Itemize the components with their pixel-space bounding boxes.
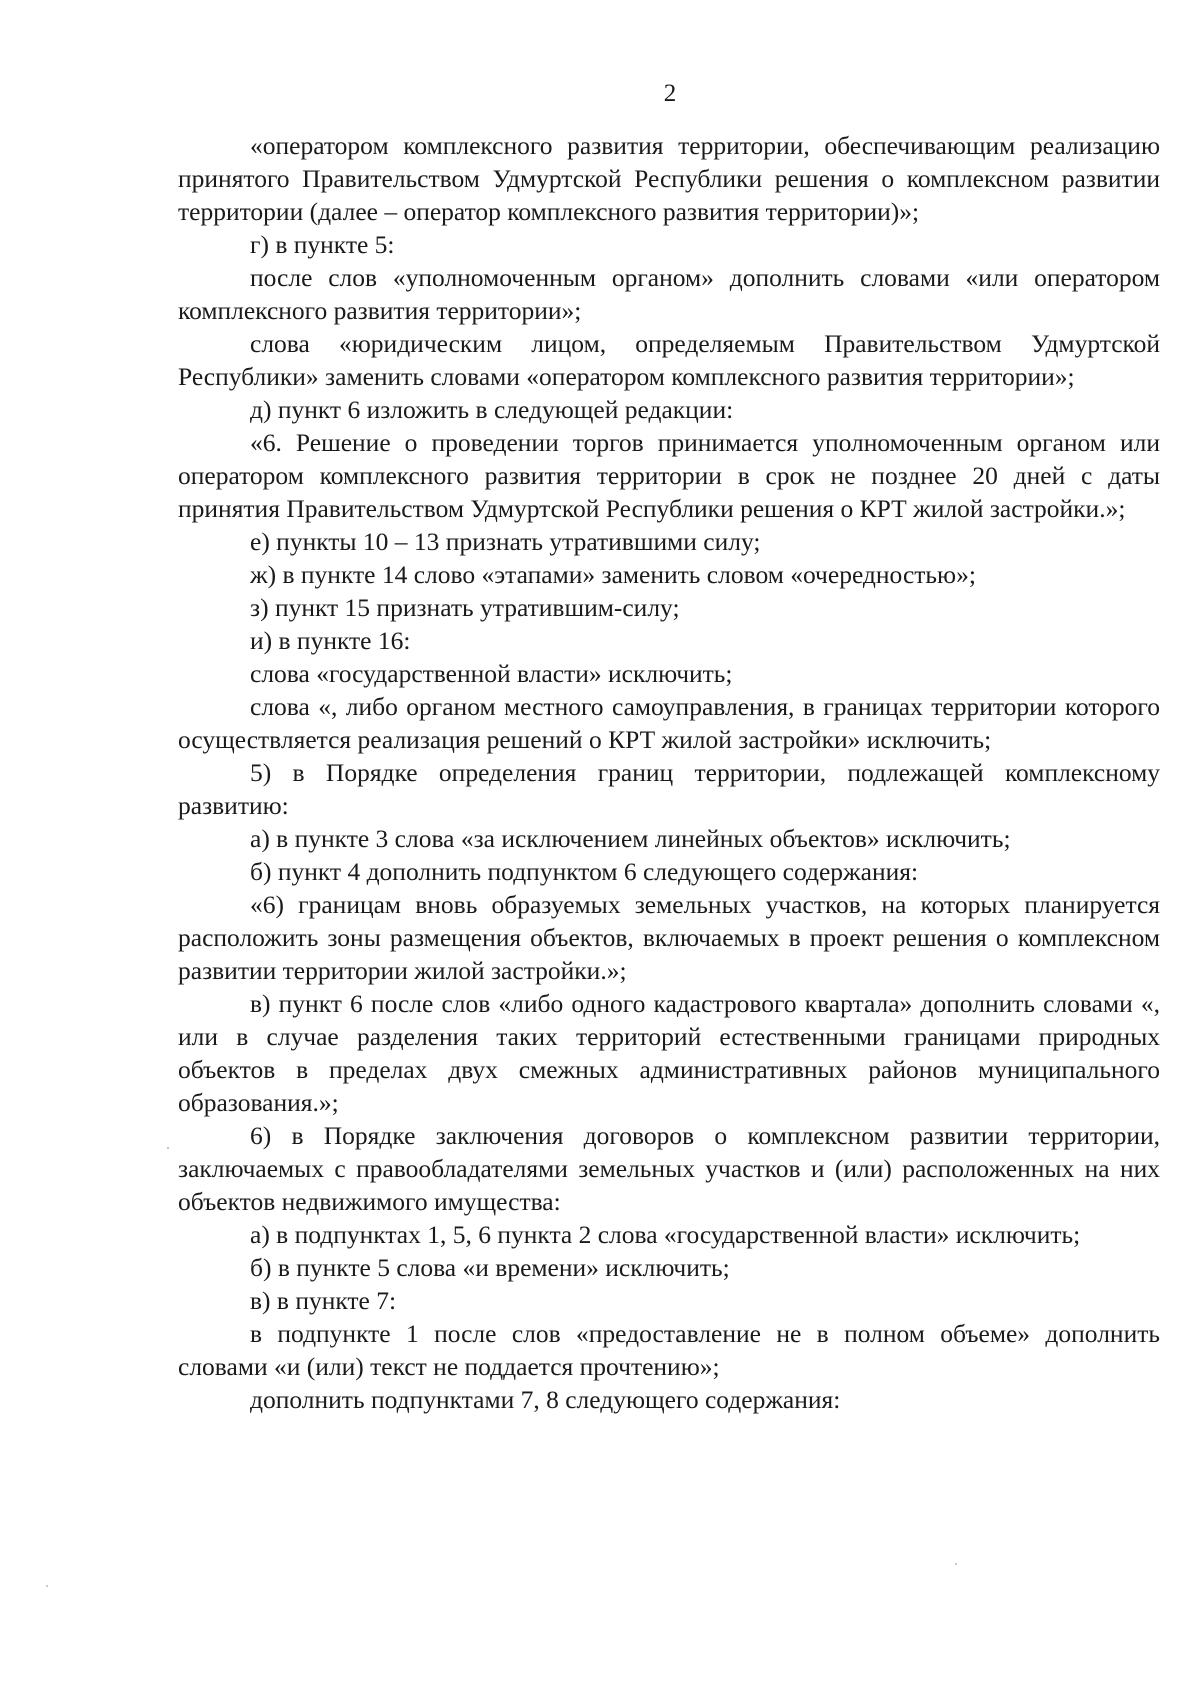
paragraph: г) в пункте 5:: [250, 230, 395, 259]
scan-artifact: [46, 1585, 48, 1587]
paragraph: слова «юридическим лицом, определяемым Правительством Удмуртской Республики» заменить словами «оператором комплексного развития территории»;: [178, 329, 1160, 391]
paragraph: дополнить подпунктами 7, 8 следующего содержания:: [250, 1385, 841, 1414]
paragraph: слова «государственной власти» исключить;: [250, 659, 733, 688]
paragraph: д) пункт 6 изложить в следующей редакции:: [250, 395, 734, 424]
paragraph: «6. Решение о проведении торгов принимается уполномоченным органом или оператором комплексного развития территории в срок не позднее 20 дней с даты принятия Правительством Удмуртской Республики решения о КРТ жилой застройки.»;: [178, 428, 1160, 523]
paragraph: «оператором комплексного развития территории, обеспечивающим реализацию принятого Правительством Удмуртской Республики решения о комплексном развитии территории (далее – оператор комплексного развития территории)»;: [178, 131, 1160, 226]
paragraph: ж) в пункте 14 слово «этапами» заменить словом «очередностью»;: [250, 560, 976, 589]
paragraph: слова «, либо органом местного самоуправления, в границах территории которого осуществляется реализация решений о КРТ жилой застройки» исключить;: [178, 692, 1160, 754]
paragraph: а) в пункте 3 слова «за исключением линейных объектов» исключить;: [250, 824, 1011, 853]
paragraph: б) пункт 4 дополнить подпунктом 6 следующего содержания:: [250, 857, 919, 886]
paragraph: после слов «уполномоченным органом» дополнить словами «или оператором комплексного развития территории»;: [178, 263, 1160, 325]
scan-artifact: [167, 1147, 169, 1149]
paragraph: е) пункты 10 – 13 признать утратившими силу;: [250, 527, 761, 556]
paragraph: а) в подпунктах 1, 5, 6 пункта 2 слова «государственной власти» исключить;: [250, 1220, 1081, 1249]
paragraph: и) в пункте 16:: [250, 626, 411, 655]
paragraph: в) пункт 6 после слов «либо одного кадастрового квартала» дополнить словами «, или в случае разделения таких территорий естественными границами природных объектов в пределах двух смежных административных районов муниципального образования.»;: [178, 989, 1160, 1117]
document-body: [178, 129, 1160, 1416]
paragraph: 6) в Порядке заключения договоров о комплексном развитии территории, заключаемых с правообладателями земельных участков и (или) расположенных на них объектов недвижимого имущества:: [178, 1121, 1160, 1216]
paragraph: в подпункте 1 после слов «предоставление не в полном объеме» дополнить словами «и (или) текст не поддается прочтению»;: [178, 1319, 1160, 1381]
paragraph: б) в пункте 5 слова «и времени» исключить;: [250, 1253, 730, 1282]
paragraph: з) пункт 15 признать утратившим-силу;: [250, 593, 680, 622]
paragraph: 5) в Порядке определения границ территории, подлежащей комплексному развитию:: [178, 758, 1160, 820]
paragraph: в) в пункте 7:: [250, 1286, 397, 1315]
scan-artifact: [955, 1563, 957, 1565]
page-number: 2: [663, 80, 677, 107]
paragraph: «6) границам вновь образуемых земельных участков, на которых планируется расположить зоны размещения объектов, включаемых в проект решения о комплексном развитии территории жилой застройки.»;: [178, 890, 1160, 985]
